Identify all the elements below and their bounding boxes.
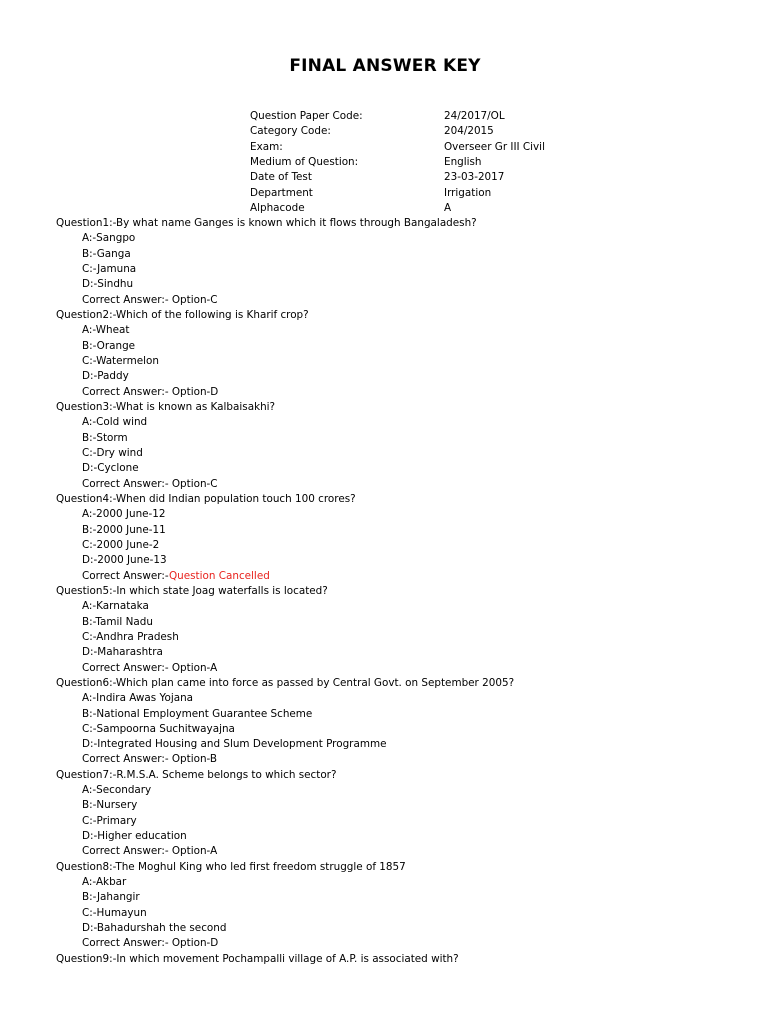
option-c: C:-Primary <box>82 814 137 827</box>
question-text: Question3:-What is known as Kalbaisakhi? <box>56 400 276 413</box>
question-list <box>56 216 514 967</box>
option-a: A:-Karnataka <box>82 600 149 613</box>
question-text: Question1:-By what name Ganges is known which it flows through Bangaladesh? <box>56 217 477 229</box>
meta-label: Date of Test <box>250 171 312 184</box>
option-c: C:-Andhra Pradesh <box>82 630 179 643</box>
correct-answer <box>56 752 514 767</box>
question-text: Question5:-In which state Joag waterfalls is located? <box>56 584 328 597</box>
option-d: D:-Higher education <box>82 830 187 843</box>
option-c: C:-Dry wind <box>82 446 143 459</box>
meta-value: 204/2015 <box>444 125 494 138</box>
option-c: C:-Sampoorna Suchitwayajna <box>82 722 235 735</box>
option-d: D:-Cyclone <box>82 462 139 475</box>
correct-answer <box>56 569 514 584</box>
correct-answer-text: Correct Answer:- Option-A <box>82 661 218 674</box>
option-b: B:-2000 June-11 <box>82 523 166 536</box>
option-a: A:-Secondary <box>82 784 152 797</box>
option-d: D:-Paddy <box>82 370 129 383</box>
option-b: B:-National Employment Guarantee Scheme <box>82 707 313 720</box>
option-d: D:-2000 June-13 <box>82 554 167 567</box>
meta-label: Exam: <box>250 140 283 153</box>
question-text: Question6:-Which plan came into force as passed by Central Govt. on September 2005? <box>56 676 515 689</box>
meta-value: A <box>444 202 452 215</box>
correct-answer-text: Correct Answer:- Option-D <box>82 937 219 950</box>
option-a: A:-2000 June-12 <box>82 508 166 521</box>
correct-answer <box>56 844 514 859</box>
correct-answer-text: Correct Answer:- Option-A <box>82 845 218 858</box>
correct-answer <box>56 385 514 400</box>
option-b: B:-Tamil Nadu <box>82 615 153 628</box>
option-a: A:-Indira Awas Yojana <box>82 692 194 705</box>
correct-answer-text: Correct Answer:- Option-C <box>82 293 218 306</box>
correct-answer-text: Correct Answer:- Option-B <box>82 753 218 766</box>
correct-answer-text: Correct Answer:- <box>82 569 169 582</box>
meta-label: Question Paper Code: <box>250 110 363 122</box>
meta-value: English <box>444 156 482 169</box>
meta-label: Category Code: <box>250 125 331 138</box>
correct-answer-text: Correct Answer:- Option-C <box>82 477 218 490</box>
correct-answer <box>56 477 514 492</box>
option-b: B:-Storm <box>82 431 128 444</box>
meta-value: Irrigation <box>444 186 492 199</box>
correct-answer <box>56 293 514 308</box>
correct-answer <box>56 661 514 676</box>
option-a: A:-Sangpo <box>82 232 136 245</box>
meta-label: Department <box>250 186 313 199</box>
cancelled-label: Question Cancelled <box>168 569 270 582</box>
question-text: Question8:-The Moghul King who led first freedom struggle of 1857 <box>56 860 406 873</box>
option-c: C:-2000 June-2 <box>82 538 160 551</box>
option-b: B:-Jahangir <box>82 891 140 904</box>
option-c: C:-Watermelon <box>82 354 159 367</box>
option-d: D:-Sindhu <box>82 278 134 291</box>
correct-answer <box>56 936 514 951</box>
option-b: B:-Orange <box>82 339 136 352</box>
question-text: Question9:-In which movement Pochampalli village of A.P. is associated with? <box>56 952 459 965</box>
question-text: Question4:-When did Indian population touch 100 crores? <box>56 492 356 505</box>
correct-answer-text: Correct Answer:- Option-D <box>82 385 219 398</box>
question-text: Question2:-Which of the following is Kharif crop? <box>56 308 309 321</box>
page-title: FINAL ANSWER KEY <box>289 56 481 76</box>
meta-value: 24/2017/OL <box>444 110 505 122</box>
option-d: D:-Bahadurshah the second <box>82 922 227 935</box>
meta-value: Overseer Gr III Civil <box>444 140 545 153</box>
option-b: B:-Ganga <box>82 247 131 260</box>
option-a: A:-Wheat <box>82 324 130 337</box>
option-d: D:-Maharashtra <box>82 646 163 659</box>
option-d: D:-Integrated Housing and Slum Development Programme <box>82 738 387 751</box>
meta-label: Medium of Question: <box>250 156 359 169</box>
option-a: A:-Cold wind <box>82 416 148 429</box>
meta-label: Alphacode <box>250 202 305 215</box>
option-c: C:-Jamuna <box>82 262 137 275</box>
option-c: C:-Humayun <box>82 906 147 919</box>
option-b: B:-Nursery <box>82 799 138 812</box>
question-text: Question7:-R.M.S.A. Scheme belongs to which sector? <box>56 768 337 781</box>
option-a: A:-Akbar <box>82 876 127 889</box>
meta-value: 23-03-2017 <box>444 171 505 184</box>
